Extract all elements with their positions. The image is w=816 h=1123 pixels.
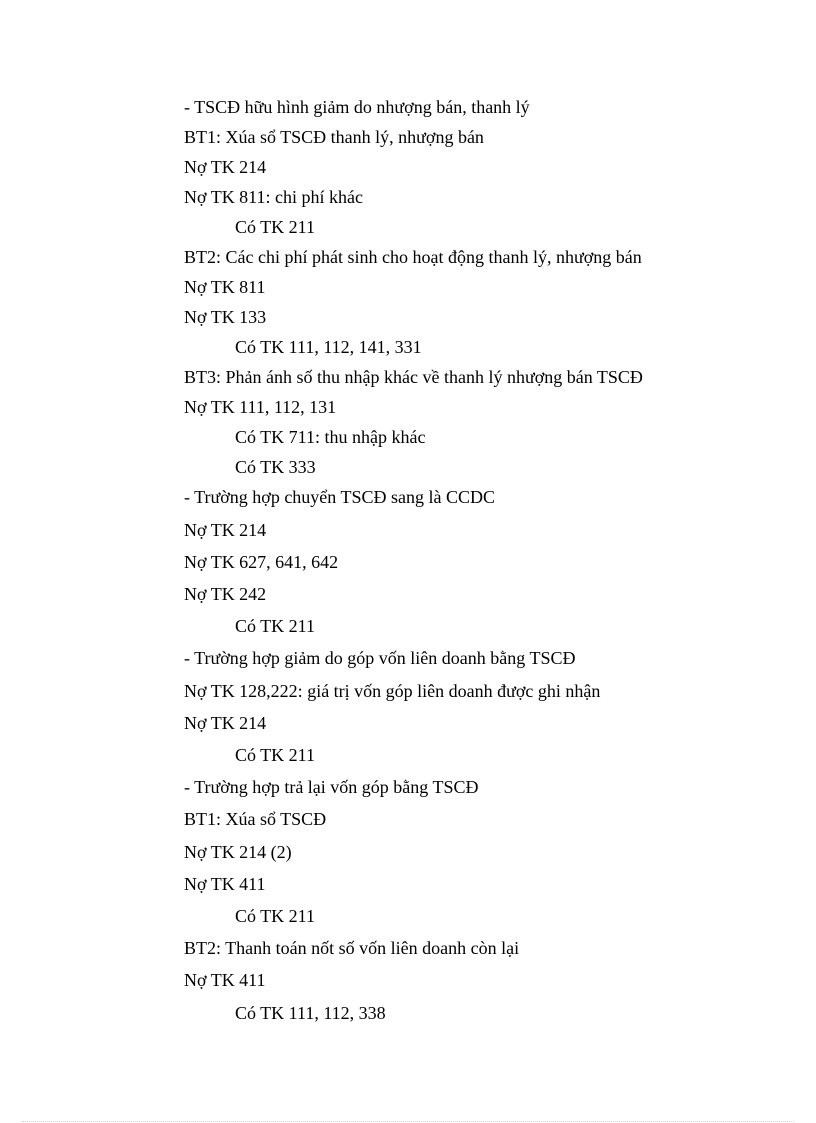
page-bottom-divider bbox=[22, 1121, 794, 1122]
text-line: Nợ TK 811: chi phí khác bbox=[184, 187, 363, 207]
text-line: Có TK 111, 112, 141, 331 bbox=[235, 337, 422, 357]
text-line: Nợ TK 214 bbox=[184, 713, 267, 733]
text-line: BT3: Phản ánh số thu nhập khác về thanh lý nhượng bán TSCĐ bbox=[184, 367, 643, 387]
text-line: Nợ TK 242 bbox=[184, 584, 267, 604]
text-line: Nợ TK 133 bbox=[184, 307, 267, 327]
text-line: BT1: Xúa sổ TSCĐ thanh lý, nhượng bán bbox=[184, 127, 484, 147]
text-line: - Trường hợp giảm do góp vốn liên doanh bằng TSCĐ bbox=[184, 648, 576, 668]
text-line: Nợ TK 214 (2) bbox=[184, 842, 292, 862]
text-line: Có TK 211 bbox=[235, 745, 316, 765]
text-line: Có TK 333 bbox=[235, 457, 316, 477]
text-line: Nợ TK 627, 641, 642 bbox=[184, 552, 339, 572]
text-line: Nợ TK 111, 112, 131 bbox=[184, 397, 337, 417]
text-line: - TSCĐ hữu hình giảm do nhượng bán, thanh lý bbox=[184, 97, 530, 117]
text-line: BT1: Xúa sổ TSCĐ bbox=[184, 809, 327, 829]
text-line: Có TK 211 bbox=[235, 906, 316, 926]
text-line: Nợ TK 411 bbox=[184, 970, 266, 990]
text-line: Có TK 111, 112, 338 bbox=[235, 1003, 386, 1023]
text-line: Nợ TK 128,222: giá trị vốn góp liên doanh được ghi nhận bbox=[184, 681, 601, 701]
text-line: Có TK 211 bbox=[235, 616, 316, 636]
text-line: BT2: Các chi phí phát sinh cho hoạt động thanh lý, nhượng bán bbox=[184, 247, 642, 267]
text-line: - Trường hợp trả lại vốn góp bằng TSCĐ bbox=[184, 777, 479, 797]
text-line: BT2: Thanh toán nốt số vốn liên doanh còn lại bbox=[184, 938, 520, 958]
text-line: Có TK 711: thu nhập khác bbox=[235, 427, 426, 447]
text-line: Có TK 211 bbox=[235, 217, 316, 237]
text-line: Nợ TK 214 bbox=[184, 157, 267, 177]
text-line: Nợ TK 811 bbox=[184, 277, 266, 297]
text-line: - Trường hợp chuyển TSCĐ sang là CCDC bbox=[184, 487, 495, 507]
text-line: Nợ TK 214 bbox=[184, 520, 267, 540]
text-line: Nợ TK 411 bbox=[184, 874, 266, 894]
